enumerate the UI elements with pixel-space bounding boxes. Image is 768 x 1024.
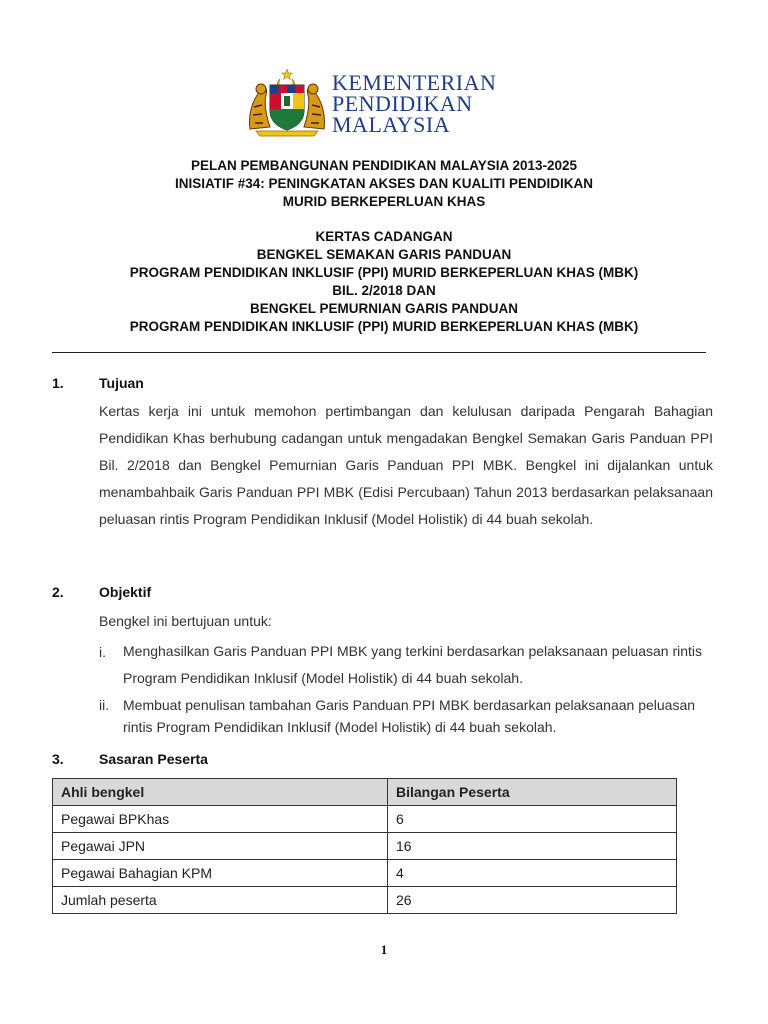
proposal-title-block <box>40 228 728 336</box>
objective-item-text: Membuat penulisan tambahan Garis Panduan PPI MBK berdasarkan pelaksanaan peluasan rintis Program Pendidikan Inklusif (Model Holistik) di 44 buah sekolah. <box>123 697 696 735</box>
title-line: BENGKEL SEMAKAN GARIS PANDUAN <box>256 247 512 262</box>
table-cell: Jumlah peserta <box>53 887 388 914</box>
title-line: PROGRAM PENDIDIKAN INKLUSIF (PPI) MURID BERKEPERLUAN KHAS (MBK) <box>129 265 639 280</box>
table-cell: 16 <box>388 833 677 860</box>
participants-table <box>52 778 677 914</box>
table-cell: Pegawai JPN <box>53 833 388 860</box>
section-3-number: 3. <box>52 751 64 767</box>
page-number: 1 <box>380 942 388 957</box>
section-1-body: Kertas kerja ini untuk memohon pertimbangan dan kelulusan daripada Pengarah Bahagian Pendidikan Khas berhubung cadangan untuk mengadakan Bengkel Semakan Garis Panduan PPI Bil. 2/2018 dan Bengkel Pemurnian Garis Panduan PPI MBK. Bengkel ini dijalankan untuk menambahbaik Garis Panduan PPI MBK (Edisi Percubaan) Tahun 2013 berdasarkan pelaksanaan peluasan rintis Program Pendidikan Inklusif (Model Holistik) di 44 buah sekolah. <box>99 403 713 527</box>
ministry-line-2: PENDIDIKAN <box>332 91 473 116</box>
title-line: MURID BERKEPERLUAN KHAS <box>282 194 486 209</box>
ministry-line-3: MALAYSIA <box>332 112 451 137</box>
title-line: PELAN PEMBANGUNAN PENDIDIKAN MALAYSIA 2013-2025 <box>190 158 578 173</box>
table-row <box>53 806 677 833</box>
section-1-number: 1. <box>52 375 64 391</box>
table-cell: 4 <box>388 860 677 887</box>
title-line: BENGKEL PEMURNIAN GARIS PANDUAN <box>249 301 519 316</box>
objective-item-number: i. <box>99 644 106 660</box>
title-line: BIL. 2/2018 DAN <box>332 283 436 298</box>
section-2-heading: Objektif <box>99 584 152 600</box>
section-2-number: 2. <box>52 584 64 600</box>
objective-item-text: Menghasilkan Garis Panduan PPI MBK yang terkini berdasarkan pelaksanaan peluasan rintis Program Pendidikan Inklusif (Model Holistik) di 44 buah sekolah. <box>123 643 703 686</box>
table-row <box>53 833 677 860</box>
table-row <box>53 887 677 914</box>
ministry-logo <box>246 67 506 139</box>
table-cell: 6 <box>388 806 677 833</box>
section-2-intro: Bengkel ini bertujuan untuk: <box>99 613 272 629</box>
section-1-heading: Tujuan <box>99 375 144 391</box>
column-header: Bilangan Peserta <box>388 779 677 806</box>
table-row <box>53 860 677 887</box>
title-line: PROGRAM PENDIDIKAN INKLUSIF (PPI) MURID BERKEPERLUAN KHAS (MBK) <box>129 319 639 334</box>
coat-of-arms-icon <box>246 67 328 137</box>
objective-item-number: ii. <box>99 697 110 713</box>
section-3-heading: Sasaran Peserta <box>99 751 208 767</box>
ministry-name <box>332 72 496 135</box>
plan-title-block <box>40 157 728 211</box>
title-line: INISIATIF #34: PENINGKATAN AKSES DAN KUALITI PENDIDIKAN <box>174 176 594 191</box>
ministry-line-1: KEMENTERIAN <box>332 70 497 95</box>
title-line: KERTAS CADANGAN <box>315 229 453 244</box>
column-header: Ahli bengkel <box>53 779 388 806</box>
table-cell: Pegawai BPKhas <box>53 806 388 833</box>
table-header-row <box>53 779 677 806</box>
divider-line <box>52 352 706 353</box>
table-cell: Pegawai Bahagian KPM <box>53 860 388 887</box>
table-cell: 26 <box>388 887 677 914</box>
